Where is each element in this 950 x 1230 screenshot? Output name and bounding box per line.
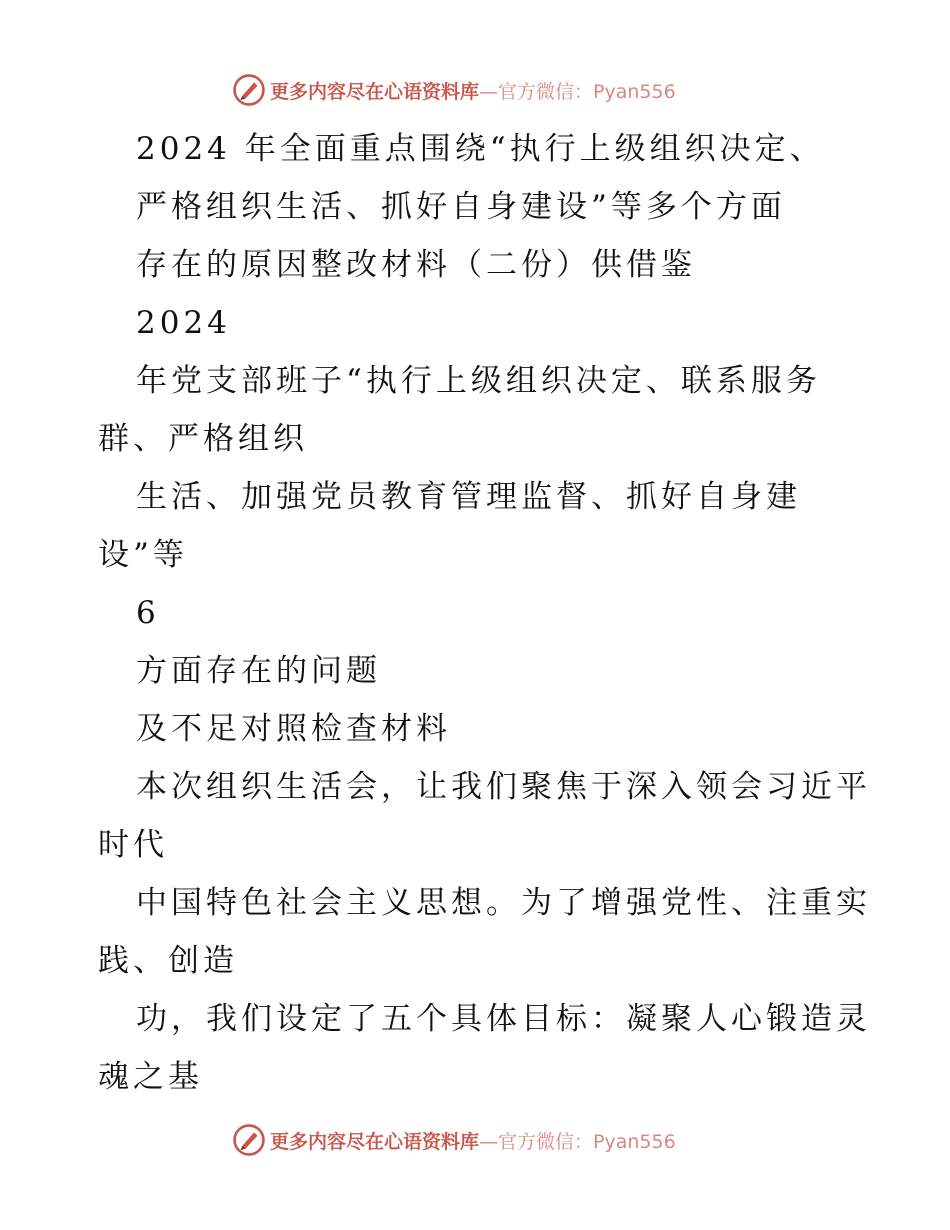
text-line: 群、严格组织 [98,421,308,457]
text-line: 方面存在的问题 [136,653,381,689]
text-line: 本次组织生活会，让我们聚焦于深入领会习近平 [136,769,871,805]
footer-watermark [232,1122,676,1158]
text-line: 中国特色社会主义思想。为了增强党性、注重实 [136,885,871,921]
text-line: 生活、加强党员教育管理监督、抓好自身建 [136,479,801,515]
text-line: 2024 年全面重点围绕“执行上级组织决定、 [136,131,825,167]
watermark-text: 更多内容尽在心语资料库—官方微信：Pyan556 [270,1130,676,1153]
pen-logo-icon [232,73,266,107]
text-line: 2024 [136,305,231,341]
text-line: 年党支部班子“执行上级组织决定、联系服务 [136,363,821,399]
text-line: 6 [136,595,160,631]
text-line: 设”等 [98,537,188,573]
pen-logo-icon [232,1123,266,1157]
text-line: 及不足对照检查材料 [136,711,451,747]
watermark-text: 更多内容尽在心语资料库—官方微信：Pyan556 [270,80,676,103]
text-line: 严格组织生活、抓好自身建设”等多个方面 [136,189,786,225]
text-line: 功，我们设定了五个具体目标：凝聚人心锻造灵 [136,1001,871,1037]
text-line: 存在的原因整改材料（二份）供借鉴 [136,247,696,283]
text-line: 时代 [98,827,168,863]
text-line: 践、创造 [98,943,238,979]
text-line: 魂之基 [98,1059,203,1095]
header-watermark [232,72,676,108]
